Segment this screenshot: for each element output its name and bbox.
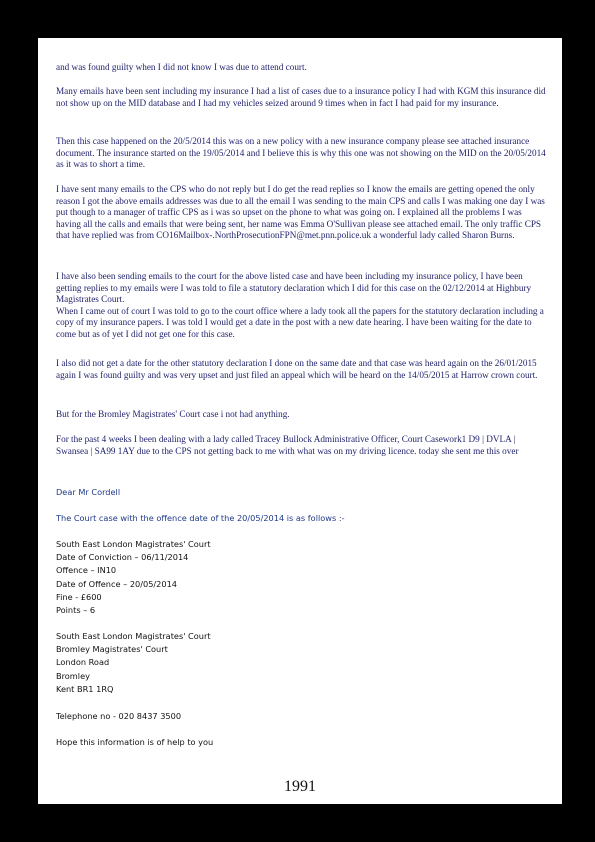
paragraph-3: Then this case happened on the 20/5/2014 this was on a new policy with a new insurance company please see attached insurance document. The insurance started on the 19/05/2014 and I believe this is why this one was not showing on the MID on the 20/05/2014 as it was to short a time. — [56, 136, 546, 170]
letter-body — [56, 358, 546, 381]
address-line: Bromley Magistrates' Court — [56, 644, 168, 655]
letter-body — [56, 184, 546, 242]
letter-body — [56, 409, 546, 421]
paragraph-4: I have sent many emails to the CPS who do not reply but I do get the read replies so I know the emails are getting opened the only reason I got the above emails addresses was due to all the email I was sending to the main CPS and calls I was making one day I was put though to a manager of traffic CPS as i was so upset on the phone to what was going on. I explained all the problems I was having all the calls and emails that were being sent, her name was Emma O'Sullivan please see attached email. The only traffic CPS that have replied was from CO16Mailbox-.NorthProsecutionFPN@met.pnn.police.uk a wonderful lady called Sharon Burns. — [56, 184, 545, 241]
letter-body — [56, 434, 546, 457]
letter-body — [56, 271, 546, 341]
court-address — [56, 630, 546, 696]
paragraph-5a: I have also been sending emails to the court for the above listed case and have been including my insurance policy, I have been getting replies to my emails were I was told to file a statutory declaration which I did for this case on the 02/12/2014 at Highbury Magistrates Court. — [56, 271, 532, 305]
address-line: London Road — [56, 657, 110, 668]
closing-block — [56, 736, 546, 749]
telephone-block — [56, 710, 546, 723]
telephone-line: Telephone no - 020 8437 3500 — [56, 711, 182, 721]
email-intro-block — [56, 512, 546, 525]
page-number: 1991 — [284, 778, 316, 795]
letter-body — [56, 136, 546, 171]
closing-line: Hope this information is of help to you — [56, 737, 214, 747]
address-line: South East London Magistrates' Court — [56, 631, 211, 641]
address-line: Kent BR1 1RQ — [56, 683, 114, 694]
letter-body — [56, 86, 546, 109]
email-greeting: Dear Mr Cordell — [56, 487, 121, 497]
paragraph-1: and was found guilty when I did not know I was due to attend court. — [56, 62, 307, 72]
detail-line: Fine - £600 — [56, 591, 102, 602]
detail-line: South East London Magistrates' Court — [56, 539, 211, 549]
letter-body — [56, 62, 546, 74]
detail-line: Date of Conviction – 06/11/2014 — [56, 552, 189, 563]
paragraph-6: I also did not get a date for the other statutory declaration I done on the same date and that case was heard again on the 26/01/2015 again I was found guilty and was very upset and just filed an appeal which will be heard on the 14/05/2015 at Harrow crown court. — [56, 358, 538, 380]
email-intro: The Court case with the offence date of the 20/05/2014 is as follows :- — [56, 513, 345, 523]
paragraph-7: But for the Bromley Magistrates' Court case i not had anything. — [56, 409, 290, 419]
email-greeting-block — [56, 486, 546, 499]
detail-line: Points – 6 — [56, 605, 96, 616]
detail-line: Offence – IN10 — [56, 565, 117, 576]
conviction-details — [56, 538, 546, 617]
paragraph-8: For the past 4 weeks I been dealing with a lady called Tracey Bullock Administrative Officer, Court Casework1 D9 | DVLA | Swansea | SA99 1AY due to the CPS not getting back to me with what was on my driving licence. today she sent me this over — [56, 434, 519, 456]
document-page — [38, 38, 562, 804]
paragraph-2: Many emails have been sent including my insurance I had a list of cases due to a insurance policy I had with KGM this insurance did not show up on the MID database and I had my vehicles seized around 9 times when in fact I had paid for my insurance. — [56, 86, 546, 108]
detail-line: Date of Offence – 20/05/2014 — [56, 578, 178, 589]
address-line: Bromley — [56, 670, 90, 681]
paragraph-5b: When I came out of court I was told to go to the court office where a lady took all the papers for the statutory declaration including a copy of my insurance papers. I was told I would get a date in the post with a new date hearing. I have been waiting for the date to come but as of yet I did not get one for this case. — [56, 305, 544, 339]
